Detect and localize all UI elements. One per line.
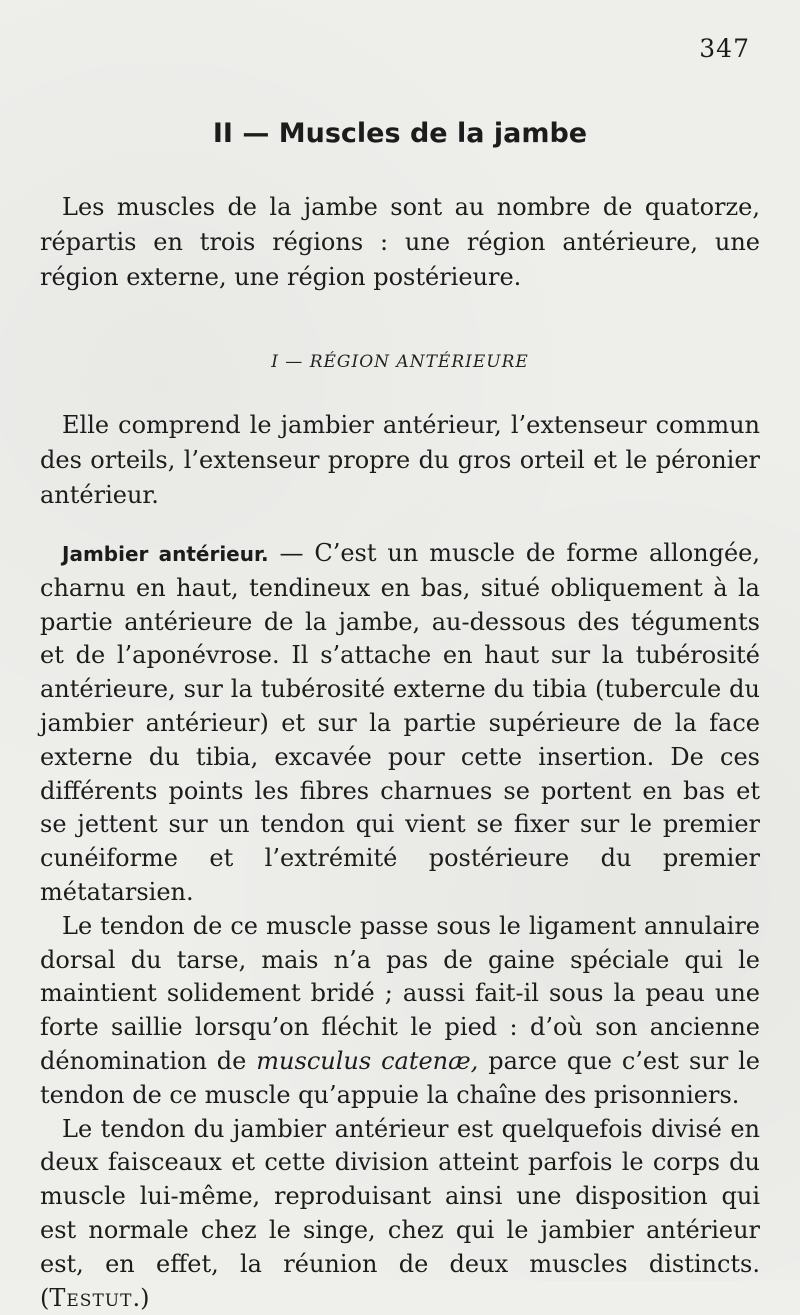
jambier-paragraph-1 [40, 537, 760, 910]
intro-text: Les muscles de la jambe sont au nombre de quatorze, répartis en trois régions : une région antérieure, une région externe, une région postérieure. [40, 193, 760, 291]
division-text: Le tendon du jambier antérieur est quelquefois divisé en deux faisceaux et cette division atteint parfois le corps du muscle lui-même, reproduisant ainsi une disposition qui est normale chez le singe, chez qui le jambier antérieur est, en effet, la réunion de deux muscles distincts. ( [40, 1114, 760, 1312]
page-number: 347 [699, 34, 750, 63]
muscle-name: Jambier antérieur. [62, 542, 269, 566]
tendon-text-end: parce que c’est sur le tendon de ce muscle qu’appuie la chaîne des prisonniers. [40, 1046, 760, 1109]
jambier-section [40, 537, 760, 1315]
jambier-paragraph-2 [40, 910, 760, 1113]
tendon-text: Le tendon de ce muscle passe sous le ligament annulaire dorsal du tarse, mais n’a pas de gaine spéciale qui le maintient solidement bridé ; aussi fait-il sous la peau une forte saillie lorsqu’on fléchit le pied : d’où son ancienne dénomination de [40, 911, 760, 1075]
latin-term: musculus catenæ, [256, 1046, 479, 1075]
jambier-description: — C’est un muscle de forme allongée, charnu en haut, tendineux en bas, situé obliquement à la partie antérieure de la jambe, au-dessous des téguments et de l’aponévrose. Il s’attache en haut sur la tubérosité antérieure, sur la tubérosité externe du tibia (tubercule du jambier antérieur) et sur la partie supérieure de la face externe du tibia, excavée pour cette insertion. De ces différents points les fibres charnues se portent en bas et se jettent sur un tendon qui vient se fixer sur le premier cunéiforme et l’extrémité postérieure du premier métatarsien. [40, 539, 760, 906]
author-citation: Testut [49, 1283, 133, 1312]
jambier-paragraph-3 [40, 1113, 760, 1315]
intro-paragraph [40, 190, 760, 295]
region-paragraph [40, 408, 760, 513]
region-text: Elle comprend le jambier antérieur, l’extenseur commun des orteils, l’extenseur propre du gros orteil et le péronier antérieur. [40, 411, 760, 509]
section-title: II — Muscles de la jambe [212, 118, 588, 149]
citation-close: .) [132, 1283, 150, 1312]
region-heading: I — RÉGION ANTÉRIEURE [271, 352, 529, 372]
